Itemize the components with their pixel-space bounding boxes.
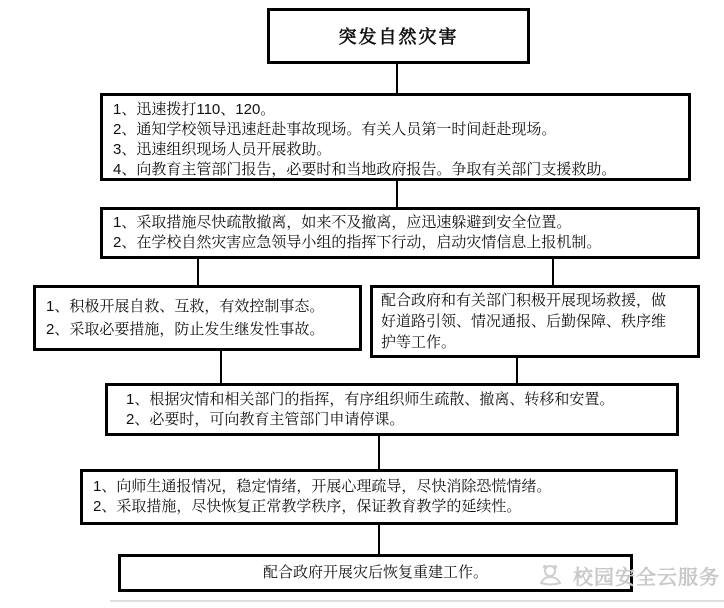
step5-box — [80, 469, 678, 525]
step4-line-2: 2、必要时，可向教育主管部门申请停课。 — [126, 410, 405, 428]
step3-left-line-2: 2、采取必要措施，防止发生继发性事故。 — [46, 321, 325, 338]
step2-box — [100, 207, 700, 259]
step1-line-3: 3、迅速组织现场人员开展救助。 — [113, 141, 332, 158]
connector-left-to-step4 — [220, 351, 222, 383]
connector-step4-to-step5 — [378, 436, 380, 469]
connector-right-to-step4 — [516, 358, 518, 383]
bottom-divider — [110, 600, 724, 602]
step1-box — [100, 93, 691, 181]
cloud-mascot-icon — [537, 563, 567, 589]
connector-step2-to-right — [552, 259, 554, 285]
flowchart-title: 突发自然灾害 — [338, 27, 459, 47]
watermark-label: 校园安全云服务 — [573, 567, 720, 589]
step1-line-2: 2、通知学校领导迅速赶赴事故现场。有关人员第一时间赶赴现场。 — [113, 121, 557, 138]
step3-left-line-1: 1、积极开展自救、互救，有效控制事态。 — [46, 298, 325, 315]
step2-line-2: 2、在学校自然灾害应急领导小组的指挥下行动，启动灾情信息上报机制。 — [113, 234, 602, 251]
step4-box — [105, 383, 679, 436]
step3-left-box — [33, 285, 362, 351]
step3-right-text: 配合政府和有关部门积极开展现场救援，做好道路引领、情况通报、后勤保障、秩序维护等工作。 — [381, 292, 667, 351]
connector-step2-to-left — [197, 259, 199, 285]
connector-step1-to-step2 — [396, 181, 398, 207]
step5-line-2: 2、采取措施，尽快恢复正常教学秩序，保证教育教学的延续性。 — [93, 498, 522, 515]
step5-line-1: 1、向师生通报情况，稳定情绪，开展心理疏导，尽快消除恐慌情绪。 — [93, 478, 552, 495]
watermark — [537, 561, 720, 590]
connector-step5-to-step6 — [378, 525, 380, 554]
step1-line-4: 4、向教育主管部门报告，必要时和当地政府报告。争取有关部门支援救助。 — [113, 161, 617, 178]
step2-line-1: 1、采取措施尽快疏散撤离，如来不及撤离，应迅速躲避到安全位置。 — [113, 214, 572, 231]
title-box — [267, 8, 530, 64]
step6-text: 配合政府开展灾后恢复重建工作。 — [262, 564, 488, 581]
step4-line-1: 1、根据灾情和相关部门的指挥，有序组织师生疏散、撤离、转移和安置。 — [126, 390, 615, 408]
connector-title-to-step1 — [396, 64, 398, 93]
step1-line-1: 1、迅速拨打110、120。 — [113, 101, 276, 118]
step3-right-box — [370, 285, 700, 358]
